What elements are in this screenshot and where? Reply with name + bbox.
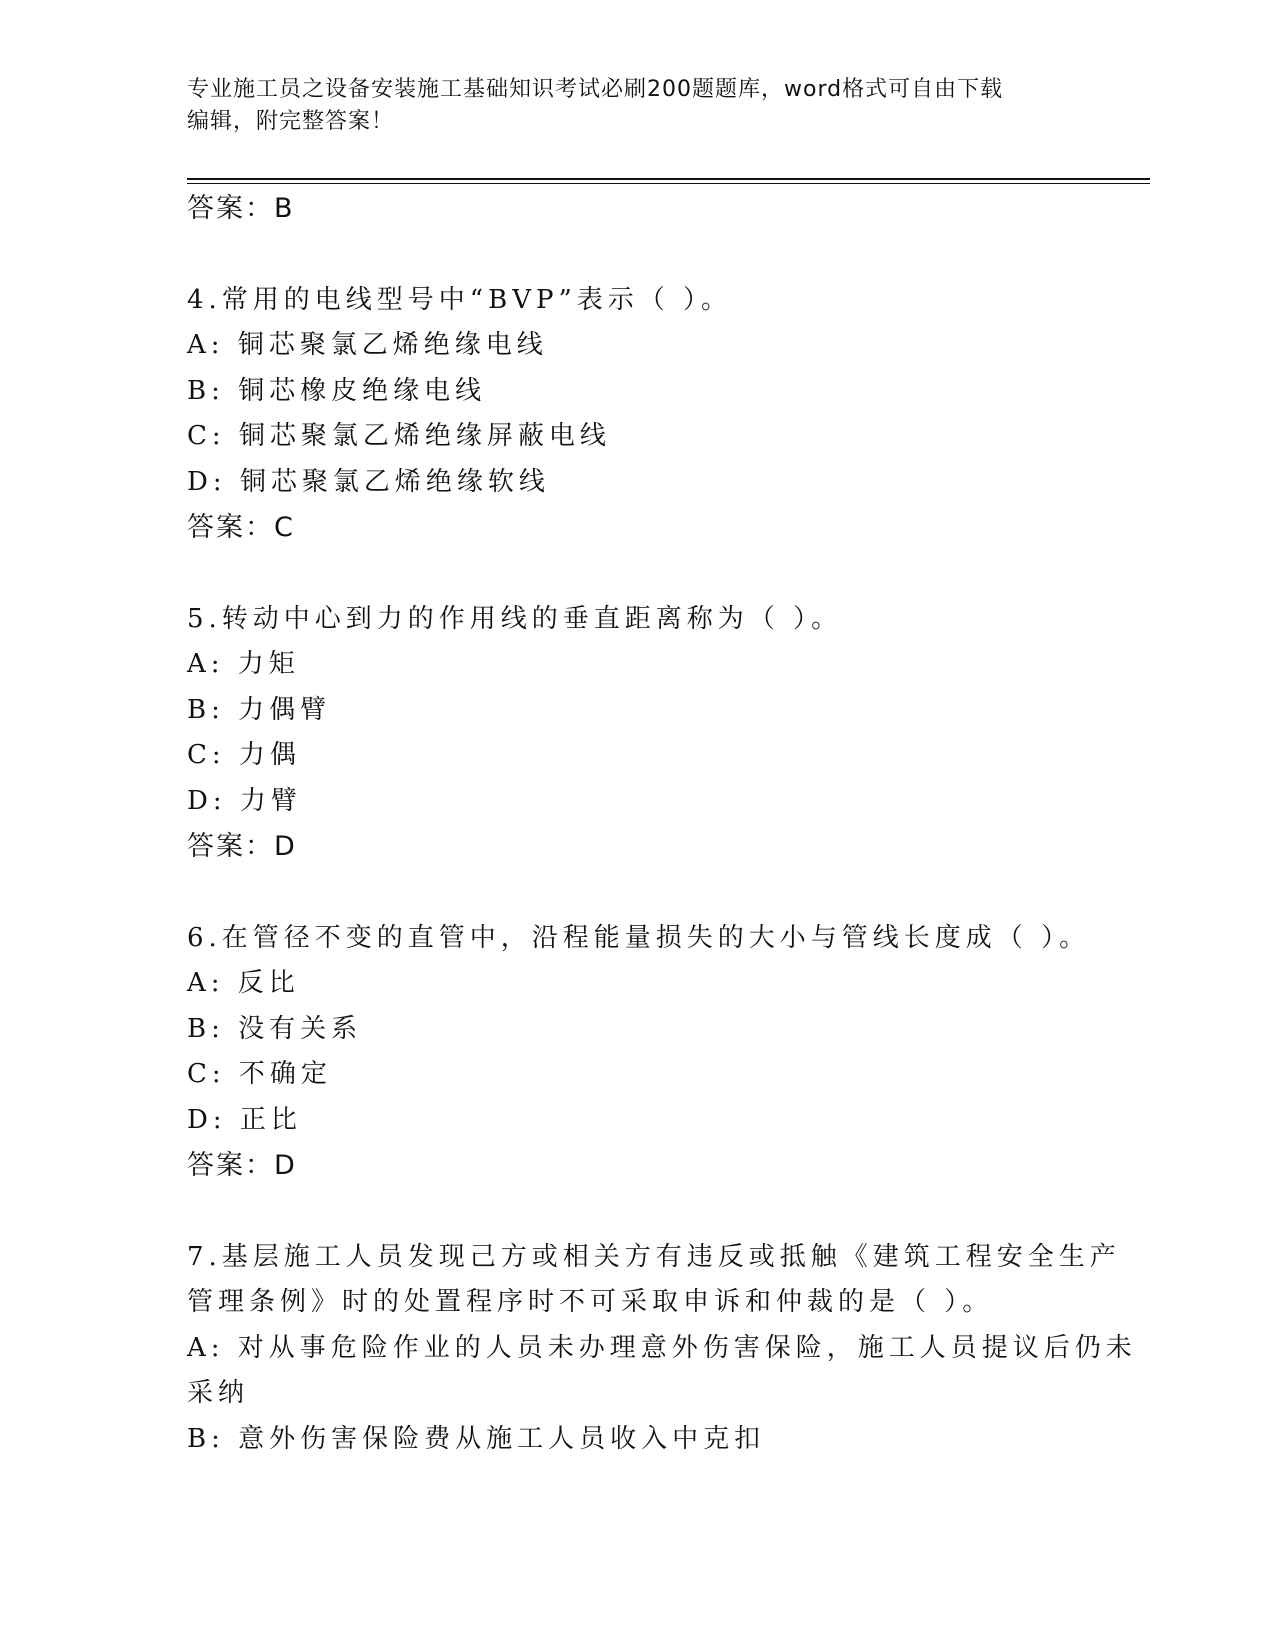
answer: 答案：C [187, 512, 295, 543]
question-4 [187, 278, 1087, 551]
option-c: C: 不确定 [187, 1059, 332, 1089]
option-a: A: 力矩 [187, 649, 300, 679]
option-a-line-1: A: 对从事危险作业的人员未办理意外伤害保险，施工人员提议后仍未 [187, 1332, 1137, 1363]
option-b: B: 铜芯橡皮绝缘电线 [187, 375, 487, 406]
header-rule-thick [187, 178, 1150, 180]
header-line-1: 专业施工员之设备安装施工基础知识考试必刷200题题库，word格式可自由下载 [187, 77, 1004, 102]
question-stem: 4.常用的电线型号中“BVP”表示（ ）。 [187, 284, 733, 315]
option-a: A: 反比 [187, 968, 300, 998]
previous-answer: 答案：B [187, 193, 295, 224]
question-5 [187, 597, 1087, 870]
option-c: C: 力偶 [187, 740, 301, 770]
option-a: A: 铜芯聚氯乙烯绝缘电线 [187, 330, 548, 360]
option-c: C: 铜芯聚氯乙烯绝缘屏蔽电线 [187, 421, 611, 451]
answer: 答案：D [187, 831, 297, 862]
question-stem-line-2: 管理条例》时的处置程序时不可采取申诉和仲裁的是（ ）。 [187, 1287, 994, 1317]
answer: 答案：D [187, 1150, 297, 1181]
question-stem: 5.转动中心到力的作用线的垂直距离称为（ ）。 [187, 603, 843, 634]
option-b: B: 没有关系 [187, 1013, 363, 1044]
header-line-2: 编辑，附完整答案！ [187, 109, 395, 134]
header-rule-thin [187, 183, 1150, 184]
question-stem-line-1: 7.基层施工人员发现己方或相关方有违反或抵触《建筑工程安全生产 [187, 1241, 1121, 1272]
option-b: B: 意外伤害保险费从施工人员收入中克扣 [187, 1423, 766, 1454]
option-d: D: 正比 [187, 1104, 302, 1135]
option-d: D: 铜芯聚氯乙烯绝缘软线 [187, 466, 550, 497]
option-b: B: 力偶臂 [187, 694, 332, 725]
question-6 [187, 916, 1091, 1189]
option-d: D: 力臂 [187, 785, 302, 816]
question-list [187, 186, 1137, 1462]
document-header [187, 74, 1067, 138]
question-7 [187, 1235, 1137, 1463]
question-stem: 6.在管径不变的直管中，沿程能量损失的大小与管线长度成（ ）。 [187, 922, 1091, 953]
option-a-line-2: 采纳 [187, 1378, 250, 1408]
